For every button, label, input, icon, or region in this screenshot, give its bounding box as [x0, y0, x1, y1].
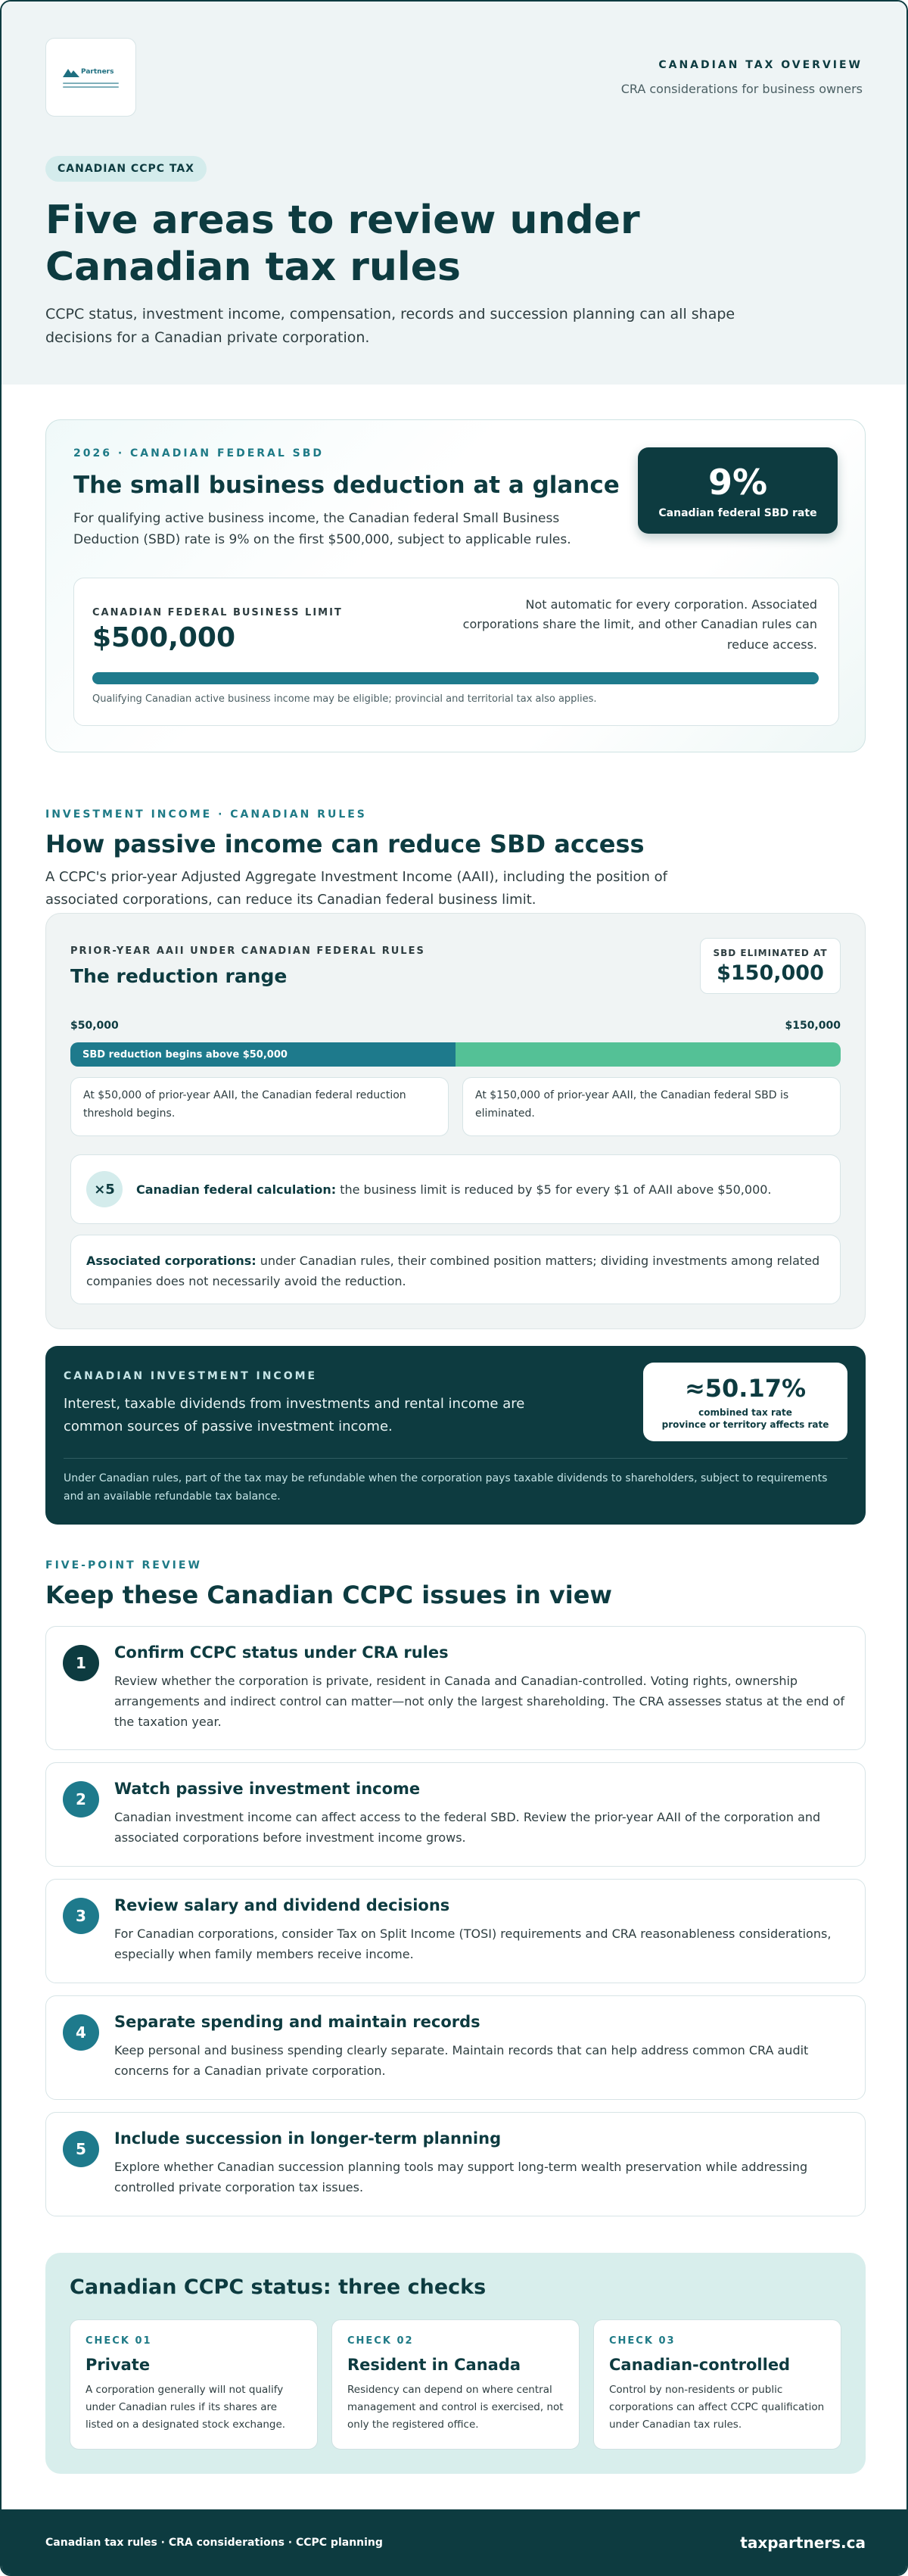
check-title: Private [86, 2356, 151, 2374]
logo-text: Partners [81, 68, 114, 76]
logo [45, 38, 136, 117]
limit-note: Not automatic for every corporation. Associated corporations share the limit, and other Canadian rules can reduce access. [462, 597, 817, 652]
range-low-label: $50,000 [70, 1020, 119, 1032]
associated-body: under Canadian rules, their combined position matters; dividing investments among related companies does not necessarily avoid the reduction. [86, 1254, 820, 1289]
sbd-rate-value: 9% [707, 462, 768, 503]
passive-title: How passive income can reduce SBD access [45, 830, 645, 858]
issue-body: Canadian investment income can affect access to the federal SBD. Review the prior-year AAII of the corporation and associated corporations before investment income grows. [114, 1810, 821, 1846]
page-description: CCPC status, investment income, compensation, records and succession planning can all shape decisions for a Canadian private corporation. [45, 306, 735, 347]
calculation-label: Canadian federal calculation: [136, 1182, 337, 1197]
business-limit-box [73, 578, 839, 726]
sbd-rate-label: Canadian federal SBD rate [658, 507, 817, 519]
sbd-title: The small business deduction at a glance [73, 472, 620, 499]
mountain-logo-icon [63, 67, 79, 77]
check-title: Resident in Canada [347, 2356, 521, 2374]
footer-tagline: Canadian tax rules · CRA considerations · CCPC planning [45, 2537, 383, 2549]
investment-rate-label: combined tax rate [698, 1407, 792, 1418]
ccpc-checks-section [45, 2253, 866, 2474]
associated-label: Associated corporations: [86, 1254, 257, 1268]
check-body: A corporation generally will not qualify under Canadian rules if its shares are listed on a designated stock exchange. [86, 2384, 286, 2431]
investment-income-card [45, 1346, 866, 1525]
issue-card [45, 1762, 866, 1867]
issue-card [45, 1879, 866, 1983]
header-subtitle: CRA considerations for business owners [620, 82, 863, 96]
limit-kicker: CANADIAN FEDERAL BUSINESS LIMIT [92, 607, 343, 618]
eliminated-label: SBD ELIMINATED AT [713, 947, 828, 958]
range-high-label: $150,000 [785, 1020, 841, 1032]
header-kicker: CANADIAN TAX OVERVIEW [658, 59, 863, 71]
investment-description: Interest, taxable dividends from investments and rental income are common sources of passive investment income. [64, 1396, 525, 1434]
passive-kicker: INVESTMENT INCOME · CANADIAN RULES [45, 808, 367, 821]
issue-number: 1 [63, 1645, 99, 1681]
review-kicker: FIVE-POINT REVIEW [45, 1559, 202, 1571]
issue-number: 5 [63, 2131, 99, 2167]
check-card [70, 2319, 318, 2450]
calculation-body: the business limit is reduced by $5 for every $1 of AAII above $50,000. [336, 1182, 772, 1197]
calculation-card [70, 1154, 841, 1224]
range-title: The reduction range [70, 965, 288, 987]
eliminated-value: $150,000 [717, 961, 824, 985]
hero-section [2, 2, 906, 385]
associated-corporations-card [70, 1235, 841, 1304]
sbd-eliminated-box [700, 938, 841, 994]
issue-title: Confirm CCPC status under CRA rules [114, 1643, 449, 1662]
issue-body: Keep personal and business spending clearly separate. Maintain records that can help address common CRA audit concerns for a Canadian private corporation. [114, 2043, 809, 2079]
check-card [593, 2319, 841, 2450]
header-meta [621, 59, 863, 96]
checks-title: Canadian CCPC status: three checks [70, 2275, 487, 2299]
reduction-range-card [45, 913, 866, 1329]
investment-rate-box [643, 1363, 847, 1441]
footer-website-link[interactable]: taxpartners.ca [740, 2534, 866, 2552]
issue-card [45, 1995, 866, 2100]
issue-title: Separate spending and maintain records [114, 2013, 480, 2031]
sbd-rate-box [638, 447, 838, 534]
issue-number: 3 [63, 1898, 99, 1934]
passive-description: A CCPC's prior-year Adjusted Aggregate Investment Income (AAII), including the position of associated corporations, can reduce its Canadian federal business limit. [45, 869, 668, 908]
check-title: Canadian-controlled [609, 2356, 791, 2374]
check-kicker: CHECK 01 [86, 2335, 152, 2347]
limit-value: $500,000 [92, 622, 236, 653]
investment-footnote: Under Canadian rules, part of the tax may be refundable when the corporation pays taxable dividends to shareholders, subject to requirements and an available refundable tax balance. [64, 1472, 828, 1503]
category-pill: CANADIAN CCPC TAX [45, 156, 207, 182]
issue-card [45, 1626, 866, 1750]
investment-rate-note: province or territory affects rate [661, 1419, 829, 1430]
limit-footnote: Qualifying Canadian active business income may be eligible; provincial and territorial tax also applies. [92, 693, 597, 705]
check-body: Residency can depend on where central management and control is exercised, not only the registered office. [347, 2384, 564, 2431]
review-title: Keep these Canadian CCPC issues in view [45, 1581, 612, 1609]
issue-title: Include succession in longer-term planning [114, 2129, 502, 2148]
logo-lines [63, 80, 119, 88]
issue-card [45, 2112, 866, 2216]
sbd-card [45, 419, 866, 752]
investment-kicker: CANADIAN INVESTMENT INCOME [64, 1370, 318, 1382]
investment-rate-value: ≈50.17% [684, 1374, 807, 1403]
multiplier-icon: ×5 [86, 1171, 123, 1207]
reduction-range-bar [70, 1042, 841, 1067]
issue-body: Review whether the corporation is private, resident in Canada and Canadian-controlled. Voting rights, ownership arrangements and indirect control can matter—not only the largest shareholding. The CRA assesses status at the end of the taxation year. [114, 1674, 845, 1730]
sbd-kicker: 2026 · CANADIAN FEDERAL SBD [73, 447, 325, 459]
issue-body: Explore whether Canadian succession planning tools may support long-term wealth preservation while addressing controlled private corporation tax issues. [114, 2160, 808, 2195]
footer [2, 2509, 908, 2576]
reduction-bar-segment: SBD reduction begins above $50,000 [70, 1042, 456, 1067]
issue-number: 2 [63, 1781, 99, 1818]
note-high: At $150,000 of prior-year AAII, the Canadian federal SBD is eliminated. [462, 1077, 841, 1136]
check-body: Control by non-residents or public corporations can affect CCPC qualification under Canadian tax rules. [609, 2384, 825, 2431]
elimination-bar-segment [456, 1042, 841, 1067]
issue-body: For Canadian corporations, consider Tax on Split Income (TOSI) requirements and CRA reasonableness considerations, especially when family members receive income. [114, 1927, 832, 1962]
check-kicker: CHECK 02 [347, 2335, 414, 2347]
range-kicker: PRIOR-YEAR AAII UNDER CANADIAN FEDERAL RULES [70, 945, 425, 957]
check-kicker: CHECK 03 [609, 2335, 676, 2347]
page-title: Five areas to review under Canadian tax rules [45, 198, 640, 291]
issue-title: Review salary and dividend decisions [114, 1896, 450, 1914]
issue-number: 4 [63, 2014, 99, 2051]
issue-title: Watch passive investment income [114, 1780, 421, 1798]
sbd-description: For qualifying active business income, the Canadian federal Small Business Deduction (SBD) rate is 9% on the first $500,000, subject to applicable rules. [73, 511, 571, 548]
note-low: At $50,000 of prior-year AAII, the Canadian federal reduction threshold begins. [70, 1077, 449, 1136]
divider [64, 1458, 847, 1459]
calculation-text [136, 1182, 772, 1197]
limit-bar [92, 672, 819, 684]
check-card [331, 2319, 580, 2450]
